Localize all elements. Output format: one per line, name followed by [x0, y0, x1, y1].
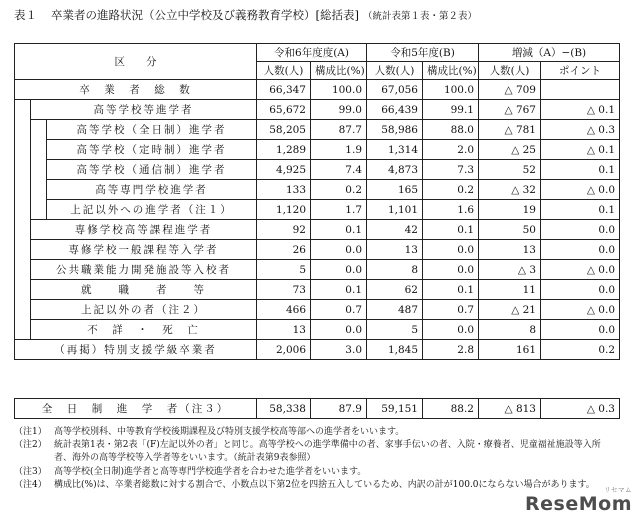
total-a-persons: 58,338 — [257, 399, 311, 419]
diff-persons: △ 3 — [479, 260, 541, 280]
diff-persons: 13 — [479, 240, 541, 260]
a-ratio: 0.2 — [311, 180, 367, 200]
table-row — [15, 200, 620, 220]
diff-persons: 50 — [479, 220, 541, 240]
diff-persons: 52 — [479, 160, 541, 180]
diff-persons: △ 32 — [479, 180, 541, 200]
b-persons: 8 — [367, 260, 423, 280]
b-persons: 5 — [367, 320, 423, 340]
table-row — [15, 320, 620, 340]
a-ratio: 0.1 — [311, 220, 367, 240]
b-persons: 42 — [367, 220, 423, 240]
r6-header: 令和6年度度(A) — [257, 44, 367, 62]
diff-point: 0.2 — [541, 340, 620, 360]
table-row — [15, 120, 620, 140]
diff-persons: 8 — [479, 320, 541, 340]
table-row — [15, 180, 620, 200]
note-key: （注2） — [14, 440, 47, 451]
a-persons: 5 — [257, 260, 311, 280]
category-header: 区 分 — [15, 44, 257, 80]
b-persons: 1,845 — [367, 340, 423, 360]
note-item — [14, 466, 614, 479]
indent-cell — [31, 120, 47, 220]
b-ratio: 2.0 — [423, 140, 479, 160]
diff-persons: △ 709 — [479, 80, 541, 100]
b-persons: 1,314 — [367, 140, 423, 160]
table-title-sub: （統計表第１表・第２表） — [362, 11, 477, 22]
diff-point: △ 0.0 — [541, 300, 620, 320]
diff-persons: 19 — [479, 200, 541, 220]
a-persons: 4,925 — [257, 160, 311, 180]
row-label: （再掲）特別支援学級卒業者 — [15, 340, 257, 360]
b-ratio: 0.0 — [423, 240, 479, 260]
r5-persons-header: 人数(人) — [367, 62, 423, 80]
a-persons: 65,672 — [257, 100, 311, 120]
a-ratio: 0.7 — [311, 300, 367, 320]
b-persons: 66,439 — [367, 100, 423, 120]
table-row — [15, 100, 620, 120]
table-number: 表１ — [14, 8, 37, 22]
b-ratio: 7.3 — [423, 160, 479, 180]
diff-point: 0.0 — [541, 320, 620, 340]
diff-point: 0.0 — [541, 240, 620, 260]
b-ratio: 2.8 — [423, 340, 479, 360]
b-ratio: 1.6 — [423, 200, 479, 220]
b-persons: 4,873 — [367, 160, 423, 180]
diff-point: 0.1 — [541, 160, 620, 180]
row-label: 卒 業 者 総 数 — [15, 80, 257, 100]
note-text: 構成比(%)は、卒業者総数に対する割合で、小数点以下第2位を四捨五入しているため、内訳の計が100.0にならない場合があります。 — [54, 479, 595, 490]
diff-point — [541, 80, 620, 100]
row-label: 高等専門学校進学者 — [47, 180, 257, 200]
diff-header: 増減（A）−(B) — [479, 44, 620, 62]
a-ratio: 100.0 — [311, 80, 367, 100]
diff-persons: 11 — [479, 280, 541, 300]
a-persons: 92 — [257, 220, 311, 240]
a-persons: 1,289 — [257, 140, 311, 160]
indent-cell — [15, 100, 31, 340]
note-key: （注4） — [14, 479, 47, 490]
row-label: 上記以外への進学者（注１） — [47, 200, 257, 220]
note-item — [14, 479, 614, 492]
diff-point: 0.1 — [541, 200, 620, 220]
b-ratio: 0.0 — [423, 320, 479, 340]
a-ratio: 0.1 — [311, 280, 367, 300]
total-diff-point: △ 0.3 — [541, 399, 620, 419]
row-label: 就 職 者 等 — [31, 280, 257, 300]
row-label: 公共職業能力開発施設等入校者 — [31, 260, 257, 280]
b-ratio: 100.0 — [423, 80, 479, 100]
diff-persons-header: 人数(人) — [479, 62, 541, 80]
diff-persons: △ 781 — [479, 120, 541, 140]
total-b-persons: 59,151 — [367, 399, 423, 419]
diff-persons: △ 21 — [479, 300, 541, 320]
row-label: 専修学校一般課程等入学者 — [31, 240, 257, 260]
a-persons: 26 — [257, 240, 311, 260]
table-row — [15, 240, 620, 260]
a-persons: 133 — [257, 180, 311, 200]
b-ratio: 0.7 — [423, 300, 479, 320]
diff-persons: △ 25 — [479, 140, 541, 160]
b-ratio: 0.0 — [423, 260, 479, 280]
total-b-ratio: 88.2 — [423, 399, 479, 419]
table-row — [15, 220, 620, 240]
b-ratio: 88.0 — [423, 120, 479, 140]
row-label: 高等学校（通信制）進学者 — [47, 160, 257, 180]
a-persons: 466 — [257, 300, 311, 320]
b-persons: 62 — [367, 280, 423, 300]
a-ratio: 0.0 — [311, 260, 367, 280]
note-item — [14, 439, 614, 465]
table-title-main: 卒業者の進路状況（公立中学校及び義務教育学校）[総括表] — [51, 8, 359, 22]
a-ratio: 1.7 — [311, 200, 367, 220]
row-label: 高等学校（全日制）進学者 — [47, 120, 257, 140]
a-ratio: 7.4 — [311, 160, 367, 180]
logo-small-text: リセマム — [604, 486, 632, 494]
note-text: 統計表第1表・第2表「(F)左記以外の者」と同じ。高等学校への進学準備中の者、家事手伝いの者、入院・療養者、児童福祉施設等入所者、海外の高等学校等入学者等をいいます。（統計表第9表参照） — [54, 440, 601, 464]
note-item — [14, 426, 614, 439]
note-key: （注1） — [14, 427, 47, 437]
a-ratio: 87.7 — [311, 120, 367, 140]
total-a-ratio: 87.9 — [311, 399, 367, 419]
career-status-table — [14, 43, 620, 360]
row-label: 高等学校（定時制）進学者 — [47, 140, 257, 160]
diff-persons: △ 767 — [479, 100, 541, 120]
a-ratio: 0.0 — [311, 240, 367, 260]
a-ratio: 0.0 — [311, 320, 367, 340]
a-persons: 66,347 — [257, 80, 311, 100]
table-row — [15, 399, 620, 419]
diff-point-header: ポイント — [541, 62, 620, 80]
a-persons: 1,120 — [257, 200, 311, 220]
note-key: （注3） — [14, 466, 47, 477]
a-persons: 58,205 — [257, 120, 311, 140]
total-diff-persons: △ 813 — [479, 399, 541, 419]
b-ratio: 0.2 — [423, 180, 479, 200]
diff-point: △ 0.0 — [541, 260, 620, 280]
b-persons: 58,986 — [367, 120, 423, 140]
row-label: 上記以外の者（注２） — [31, 300, 257, 320]
a-ratio: 99.0 — [311, 100, 367, 120]
b-ratio: 0.1 — [423, 220, 479, 240]
table-title — [14, 6, 626, 24]
full-time-total-table — [14, 398, 620, 419]
b-persons: 13 — [367, 240, 423, 260]
a-persons: 2,006 — [257, 340, 311, 360]
b-persons: 1,101 — [367, 200, 423, 220]
r5-ratio-header: 構成比(%) — [423, 62, 479, 80]
diff-point: △ 0.1 — [541, 100, 620, 120]
notes — [14, 426, 614, 492]
row-label: 不 詳 ・ 死 亡 — [31, 320, 257, 340]
note-text: 高等学校別科、中等教育学校後期課程及び特別支援学校高等部への進学者をいいます。 — [54, 427, 405, 437]
row-label: 専修学校高等課程進学者 — [31, 220, 257, 240]
table-row — [15, 300, 620, 320]
a-persons: 13 — [257, 320, 311, 340]
diff-point: 0.0 — [541, 220, 620, 240]
table-row — [15, 280, 620, 300]
note-text: 高等学校(全日制)進学者と高等専門学校進学者を合わせた進学者をいいます。 — [54, 466, 367, 477]
b-persons: 67,056 — [367, 80, 423, 100]
a-persons: 73 — [257, 280, 311, 300]
r6-persons-header: 人数(人) — [257, 62, 311, 80]
b-ratio: 0.1 — [423, 280, 479, 300]
b-persons: 165 — [367, 180, 423, 200]
resemom-logo — [525, 486, 632, 515]
a-ratio: 3.0 — [311, 340, 367, 360]
diff-point: △ 0.1 — [541, 140, 620, 160]
table-row — [15, 160, 620, 180]
r5-header: 令和5年度(B) — [367, 44, 479, 62]
table-row — [15, 80, 620, 100]
b-persons: 487 — [367, 300, 423, 320]
a-ratio: 1.9 — [311, 140, 367, 160]
table-row — [15, 140, 620, 160]
total-label: 全 日 制 進 学 者（注３） — [15, 399, 257, 419]
r6-ratio-header: 構成比(%) — [311, 62, 367, 80]
table-row — [15, 340, 620, 360]
table-row — [15, 260, 620, 280]
diff-persons: 161 — [479, 340, 541, 360]
row-label: 高等学校等進学者 — [31, 100, 257, 120]
logo-text: ReseMom — [525, 493, 632, 515]
diff-point: △ 0.3 — [541, 120, 620, 140]
diff-point: 0.0 — [541, 280, 620, 300]
diff-point: △ 0.0 — [541, 180, 620, 200]
b-ratio: 99.1 — [423, 100, 479, 120]
